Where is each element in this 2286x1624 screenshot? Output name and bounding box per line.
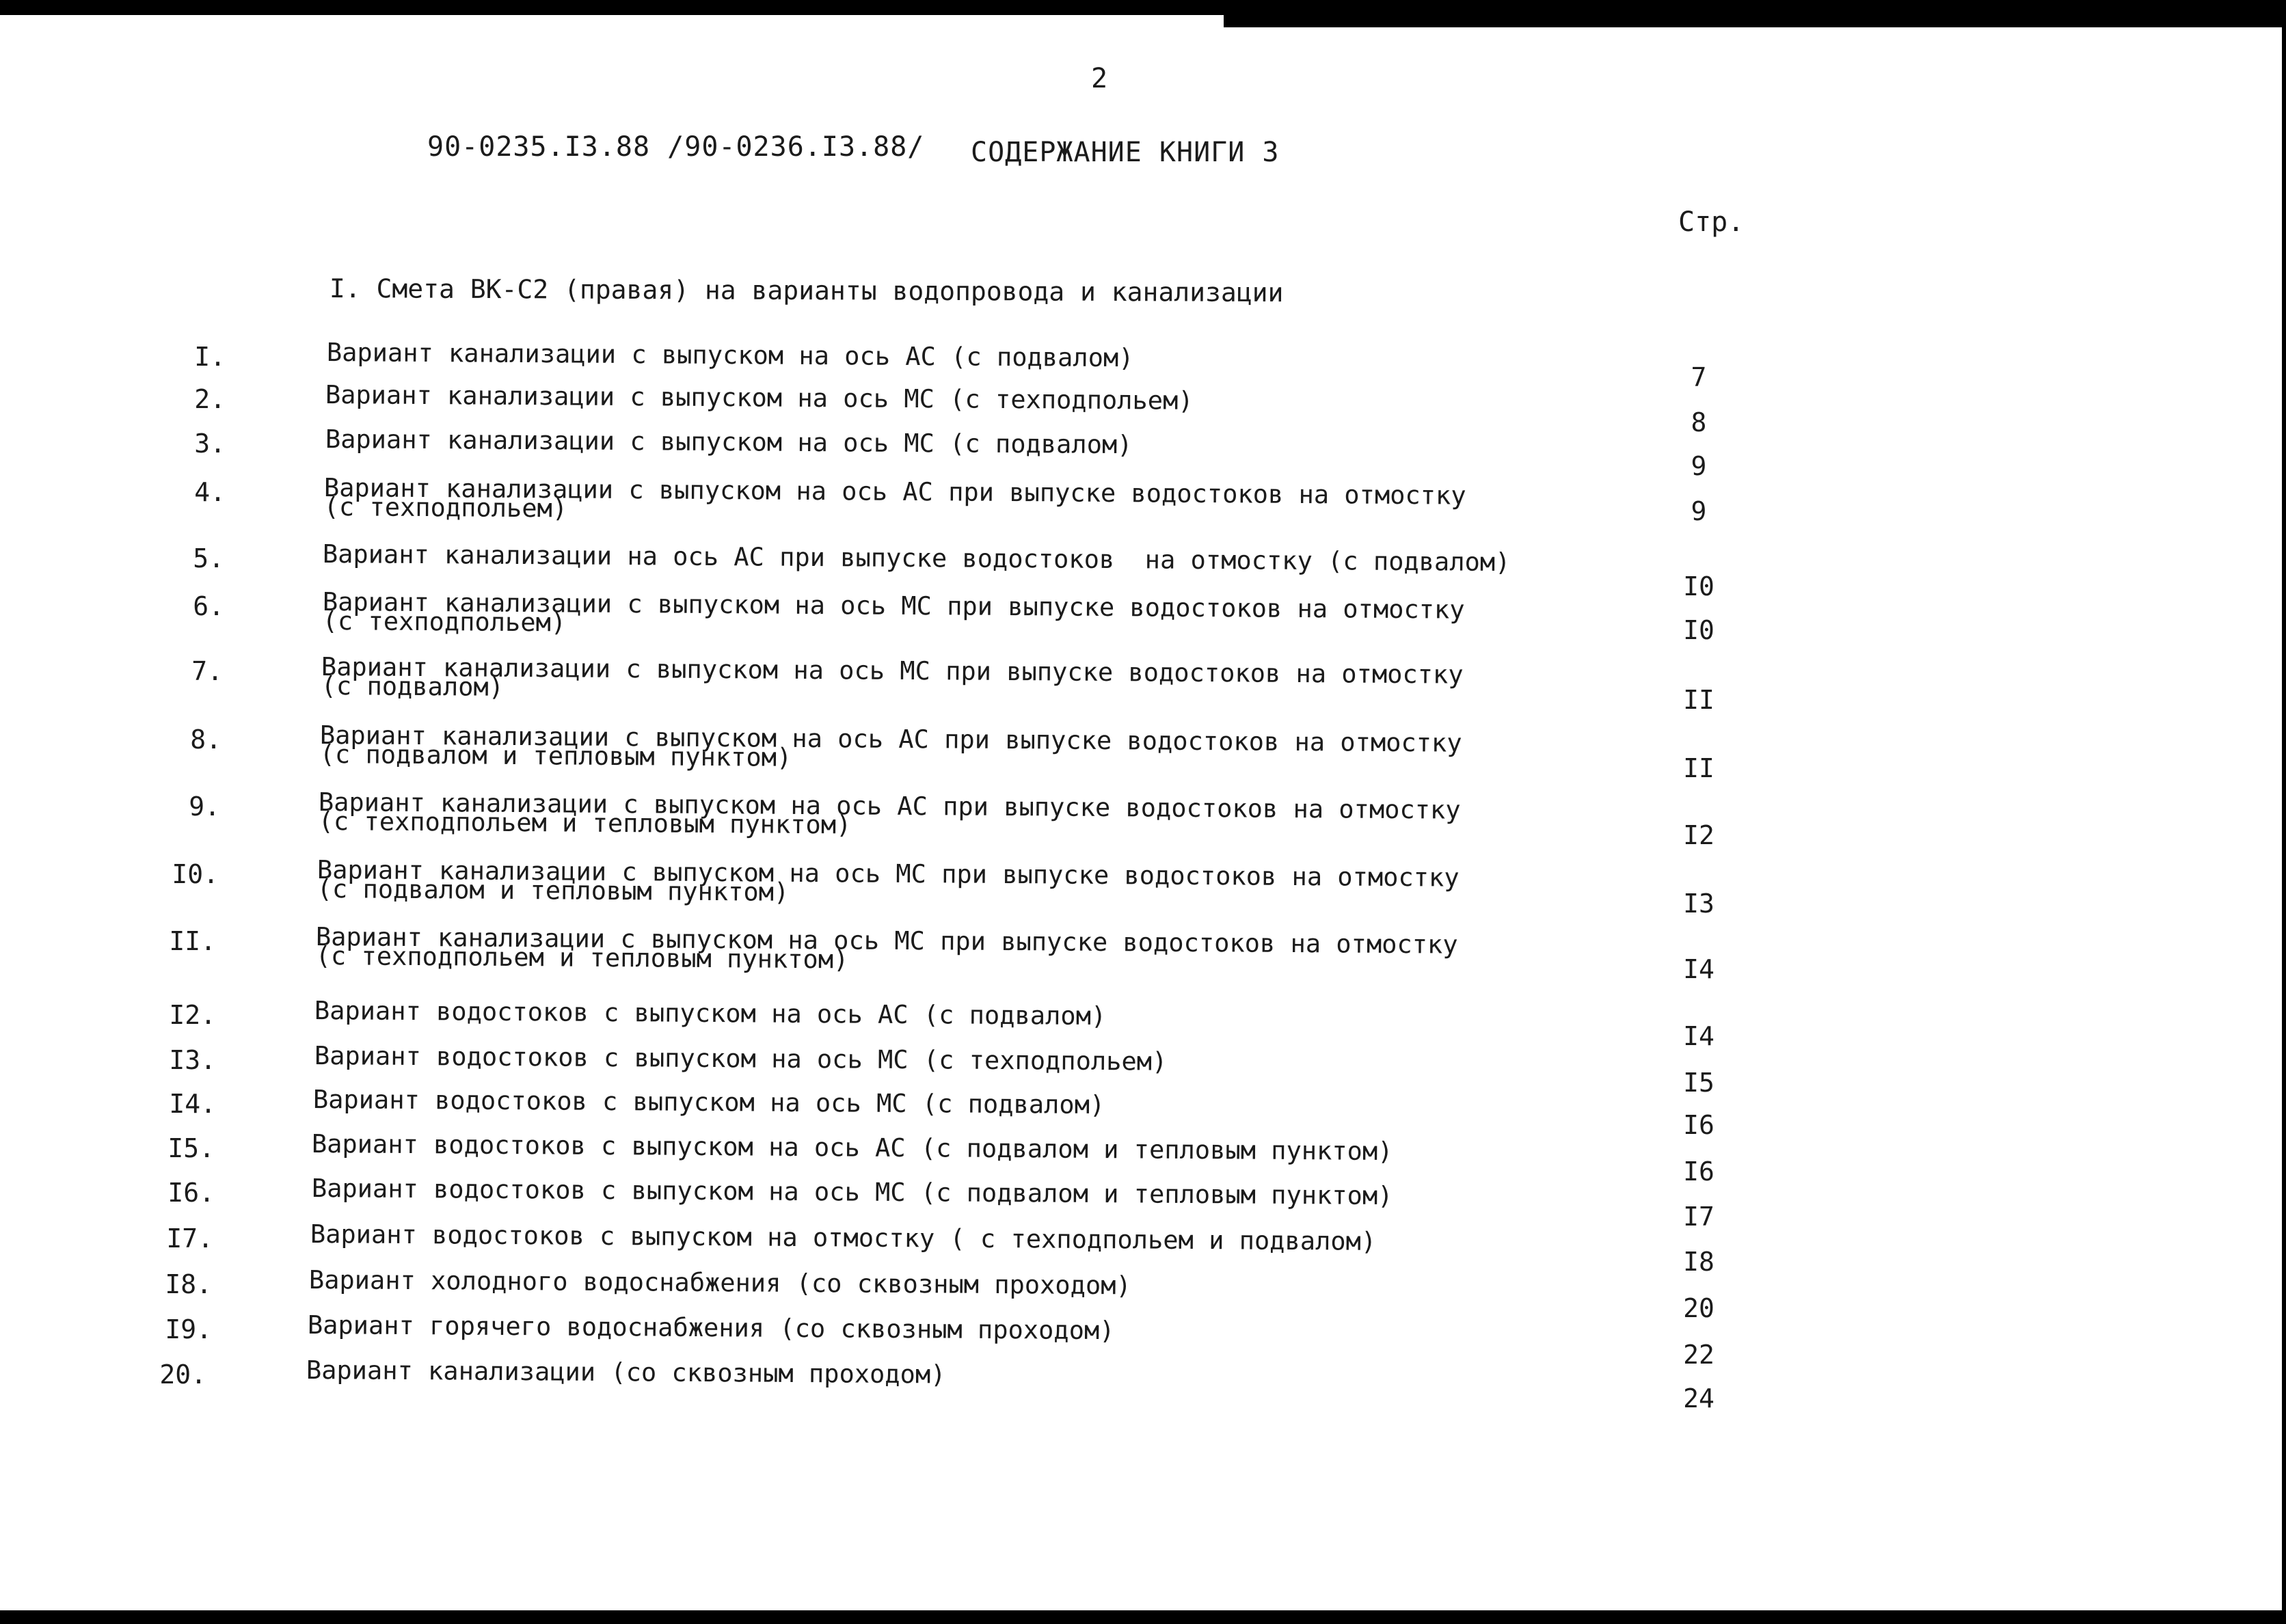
toc-entry-number: 4. <box>194 477 226 507</box>
toc-entry-page: 24 <box>1683 1383 1714 1413</box>
toc-entry-number: I4. <box>169 1089 216 1119</box>
toc-entry-number: 5. <box>193 543 224 573</box>
toc-entry-page: I0 <box>1683 571 1714 601</box>
toc-entry-number: 2. <box>194 384 226 414</box>
toc-entry-number: I0. <box>172 859 219 889</box>
toc-entry-number: I7. <box>166 1223 213 1254</box>
toc-entry-title: Вариант водостоков с выпуском на отмостку ( с техподпольем и подвалом) <box>310 1219 1377 1256</box>
toc-entry-title: Вариант канализации с выпуском на ось МС при выпуске водостоков на отмостку (с подвалом и тепловым пунктом) <box>317 855 1460 907</box>
toc-entry-title: Вариант канализации с выпуском на ось АС при выпуске водостоков на отмостку (с техподпольем и тепловым пунктом) <box>318 787 1461 840</box>
toc-entry-number: 9. <box>189 791 220 822</box>
document-title: СОДЕРЖАНИЕ КНИГИ 3 <box>971 137 1280 168</box>
toc-entry-title: Вариант водостоков с выпуском на ось МС (с подвалом) <box>312 1085 1105 1120</box>
toc-entry-page: 7 <box>1691 362 1707 392</box>
toc-entry-title: Вариант канализации с выпуском на ось МС при выпуске водостоков на отмостку (с техподпольем и тепловым пунктом) <box>315 922 1458 975</box>
toc-entry-title: Вариант канализации с выпуском на ось МС при выпуске водостоков на отмостку (с техподпольем) <box>322 587 1465 638</box>
toc-entry-title: Вариант канализации на ось АС при выпуске водостоков на отмостку (с подвалом) <box>322 539 1511 578</box>
toc-entry-page: I4 <box>1683 1021 1714 1051</box>
toc-entry-number: I5. <box>167 1133 215 1163</box>
toc-entry-title: Вариант холодного водоснабжения (со сквозным проходом) <box>308 1265 1131 1301</box>
toc-entry-title: Вариант водостоков с выпуском на ось МС (с техподпольем) <box>314 1041 1168 1077</box>
toc-entry-page: I0 <box>1683 615 1714 645</box>
toc-entry-number: II. <box>169 926 216 956</box>
toc-entry-page: I3 <box>1683 889 1714 919</box>
toc-entry-title: Вариант канализации с выпуском на ось АС при выпуске водостоков на отмостку (с подвалом и тепловым пунктом) <box>319 720 1462 772</box>
document-code: 90-0235.I3.88 /90-0236.I3.88/ <box>427 131 925 163</box>
toc-entry-title: Вариант водостоков с выпуском на ось АС (с подвалом и тепловым пунктом) <box>311 1129 1393 1167</box>
toc-entry-title: Вариант канализации с выпуском на ось АС при выпуске водостоков на отмостку (с техподпольем) <box>323 473 1466 524</box>
page-number: 2 <box>1091 63 1108 94</box>
toc-entry-number: 7. <box>191 656 223 686</box>
toc-entry-title: Вариант канализации (со сквозным проходом) <box>306 1355 946 1390</box>
toc-entry-number: I3. <box>169 1045 216 1075</box>
scan-edge-bottom <box>0 1610 2286 1624</box>
scan-edge-right <box>2282 0 2286 1624</box>
toc-entry-page: 20 <box>1683 1293 1714 1323</box>
scan-edge-top-right <box>1224 0 2286 27</box>
toc-entry-page: I6 <box>1683 1156 1714 1187</box>
toc-entry-title: Вариант канализации с выпуском на ось МС (с подвалом) <box>325 424 1133 460</box>
toc-entry-page: 8 <box>1691 407 1707 437</box>
page-column-label: Стр. <box>1678 206 1745 238</box>
toc-entry-page: II <box>1683 685 1714 715</box>
toc-entry-number: I9. <box>165 1314 212 1344</box>
toc-entry-title: Вариант канализации с выпуском на ось АС (с подвалом) <box>326 338 1134 373</box>
toc-entry-page: 22 <box>1683 1340 1714 1370</box>
toc-entry-page: I2 <box>1683 820 1714 850</box>
toc-entry-page: I7 <box>1683 1202 1714 1232</box>
toc-entry-title: Вариант горячего водоснабжения (со сквозным проходом) <box>307 1310 1115 1346</box>
toc-entry-page: I8 <box>1683 1247 1714 1277</box>
toc-entry-title: Вариант канализации с выпуском на ось МС (с техподпольем) <box>325 380 1194 416</box>
scan-edge-top <box>0 0 1231 15</box>
toc-entry-number: I2. <box>169 1000 216 1030</box>
toc-entry-title: Вариант водостоков с выпуском на ось МС (с подвалом и тепловым пунктом) <box>311 1174 1393 1211</box>
toc-entry-number: 3. <box>194 429 226 459</box>
toc-entry-page: I5 <box>1683 1068 1714 1098</box>
toc-entry-number: 20. <box>159 1359 206 1390</box>
toc-entry-title: Вариант канализации с выпуском на ось МС при выпуске водостоков на отмостку (с подвалом) <box>321 652 1464 702</box>
toc-entry-title: Вариант водостоков с выпуском на ось АС (с подвалом) <box>314 996 1107 1031</box>
toc-entry-page: II <box>1683 753 1714 783</box>
toc-entry-number: 8. <box>190 725 221 755</box>
toc-entry-number: I. <box>194 342 226 372</box>
section-heading: I. Смета ВК-С2 (правая) на варианты водопровода и канализации <box>329 273 1284 308</box>
toc-entry-page: 9 <box>1691 451 1707 481</box>
toc-entry-page: I4 <box>1683 954 1714 984</box>
toc-entry-number: I6. <box>167 1178 215 1208</box>
toc-entry-page: 9 <box>1691 496 1707 526</box>
toc-entry-number: I8. <box>165 1269 212 1299</box>
toc-entry-number: 6. <box>193 591 224 621</box>
toc-entry-page: I6 <box>1683 1110 1714 1140</box>
